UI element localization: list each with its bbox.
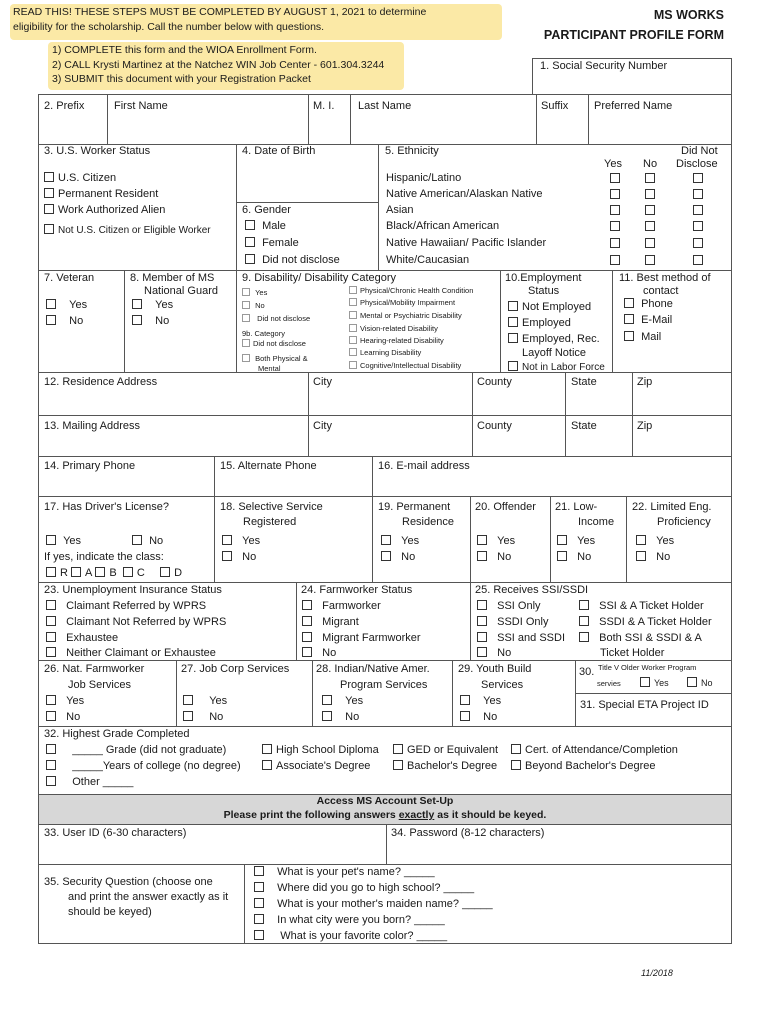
checkbox[interactable] bbox=[349, 336, 357, 344]
checkbox[interactable] bbox=[222, 535, 232, 545]
ssn-input[interactable] bbox=[540, 74, 726, 92]
yb-yes[interactable]: Yes bbox=[460, 695, 501, 707]
drivers-license-label: 17. Has Driver's License? bbox=[44, 501, 169, 513]
beyond-bachelors[interactable]: Beyond Bachelor's Degree bbox=[511, 760, 656, 772]
ssi-opt[interactable]: SSI and SSDI bbox=[477, 632, 565, 644]
checkbox[interactable] bbox=[254, 930, 264, 940]
ssi-opt2[interactable]: Both SSI & SSDI & A bbox=[579, 632, 702, 644]
checkbox[interactable] bbox=[245, 254, 255, 264]
mail-city-label: City bbox=[313, 420, 332, 432]
category-mental: Mental bbox=[258, 364, 281, 373]
older-worker-num: 30. bbox=[579, 666, 595, 678]
checkbox[interactable] bbox=[477, 616, 487, 626]
dis-cat[interactable]: Physical/Mobility Impairment bbox=[349, 298, 455, 307]
checkbox[interactable] bbox=[624, 314, 634, 324]
limited-eng-label-1: 22. Limited Eng. bbox=[632, 501, 712, 513]
contact-mail[interactable]: Mail bbox=[624, 331, 661, 343]
ssn-label: 1. Social Security Number bbox=[540, 60, 668, 72]
form-revision-date: 11/2018 bbox=[641, 968, 673, 978]
checkbox[interactable] bbox=[508, 361, 518, 371]
guard-yes[interactable]: Yes bbox=[132, 299, 173, 311]
jc-yes[interactable]: Yes bbox=[183, 695, 227, 707]
license-yes[interactable]: Yes bbox=[46, 535, 81, 547]
guard-no[interactable]: No bbox=[132, 315, 169, 327]
disability-yes[interactable]: Yes bbox=[242, 288, 267, 297]
checkbox[interactable] bbox=[44, 224, 54, 234]
employment-label-1: 10.Employment bbox=[505, 272, 582, 284]
last-name-label: Last Name bbox=[358, 100, 412, 112]
checkbox[interactable] bbox=[381, 535, 391, 545]
checkbox[interactable] bbox=[44, 204, 54, 214]
worker-status-label: 3. U.S. Worker Status bbox=[44, 145, 151, 157]
checkbox[interactable] bbox=[579, 632, 589, 642]
checkbox[interactable] bbox=[242, 354, 250, 362]
gender-female[interactable]: Female bbox=[245, 237, 299, 249]
checkbox[interactable] bbox=[477, 535, 487, 545]
dis-cat[interactable]: Physical/Chronic Health Condition bbox=[349, 286, 473, 295]
dis-cat[interactable]: Mental or Psychiatric Disability bbox=[349, 311, 462, 320]
ethnicity-dnd-header-2: Disclose bbox=[676, 158, 718, 170]
ethnicity-checkbox[interactable] bbox=[645, 255, 655, 265]
checkbox[interactable] bbox=[46, 711, 56, 721]
contact-phone[interactable]: Phone bbox=[624, 298, 673, 310]
ethnicity-checkbox[interactable] bbox=[645, 173, 655, 183]
ethnicity-row: White/Caucasian bbox=[386, 254, 470, 266]
primary-phone-label: 14. Primary Phone bbox=[44, 460, 136, 472]
checkbox[interactable] bbox=[132, 315, 142, 325]
ethnicity-checkbox[interactable] bbox=[693, 205, 703, 215]
not-in-labor-force[interactable]: Not in Labor Force bbox=[508, 361, 605, 373]
ssi-label: 25. Receives SSI/SSDI bbox=[475, 584, 589, 596]
lep-no[interactable]: No bbox=[636, 551, 670, 563]
security-question-label-3: should be keyed) bbox=[68, 906, 152, 918]
checkbox[interactable] bbox=[46, 695, 56, 705]
ssi-opt[interactable]: SSI Only bbox=[477, 600, 541, 612]
contact-method-label-1: 11. Best method of bbox=[619, 272, 711, 284]
security-question-label-1: 35. Security Question (choose one bbox=[44, 876, 213, 888]
ina-no[interactable]: No bbox=[322, 711, 359, 723]
category-dnd[interactable]: Did not disclose bbox=[242, 339, 306, 348]
step-2: 2) CALL Krysti Martinez at the Natchez WIN Job Center - 601.304.3244 bbox=[52, 58, 385, 71]
checkbox[interactable] bbox=[160, 567, 170, 577]
mail-zip-label: Zip bbox=[637, 420, 653, 432]
checkbox[interactable] bbox=[46, 567, 56, 577]
checkbox[interactable] bbox=[132, 535, 142, 545]
fw-opt[interactable]: Migrant Farmworker bbox=[302, 632, 421, 644]
yb-no[interactable]: No bbox=[460, 711, 497, 723]
mail-county-label: County bbox=[477, 420, 512, 432]
ethnicity-checkbox[interactable] bbox=[693, 189, 703, 199]
dob-label: 4. Date of Birth bbox=[242, 145, 316, 157]
permanent-resident-option[interactable]: Permanent Resident bbox=[44, 188, 158, 200]
checkbox[interactable] bbox=[302, 647, 312, 657]
checkbox[interactable] bbox=[46, 600, 56, 610]
checkbox[interactable] bbox=[44, 172, 54, 182]
security-question-option[interactable]: What is your mother's maiden name? _____ bbox=[254, 898, 493, 910]
employed-rec[interactable]: Employed, Rec. bbox=[508, 333, 600, 345]
user-id-label: 33. User ID (6-30 characters) bbox=[44, 827, 187, 839]
checkbox[interactable] bbox=[222, 551, 232, 561]
checkbox[interactable] bbox=[46, 760, 56, 770]
pr-no[interactable]: No bbox=[381, 551, 415, 563]
older-worker-label: Title V Older Worker Program bbox=[598, 663, 697, 672]
checkbox[interactable] bbox=[511, 760, 521, 770]
ui-opt[interactable]: Claimant Not Referred by WPRS bbox=[46, 616, 226, 628]
checkbox[interactable] bbox=[46, 535, 56, 545]
checkbox[interactable] bbox=[132, 299, 142, 309]
checkbox[interactable] bbox=[242, 339, 250, 347]
res-city-label: City bbox=[313, 376, 332, 388]
step-3: 3) SUBMIT this document with your Registration Packet bbox=[52, 73, 311, 85]
checkbox[interactable] bbox=[46, 616, 56, 626]
checkbox[interactable] bbox=[262, 744, 272, 754]
ethnicity-dnd-header-1: Did Not bbox=[681, 145, 718, 157]
ethnicity-checkbox[interactable] bbox=[610, 255, 620, 265]
checkbox[interactable] bbox=[322, 695, 332, 705]
access-subtitle: Please print the following answers exactly as it should be keyed. bbox=[223, 809, 547, 821]
steps-notice bbox=[48, 42, 404, 90]
contact-email[interactable]: E-Mail bbox=[624, 314, 672, 326]
ethnicity-yes-header: Yes bbox=[604, 158, 622, 170]
disability-dnd[interactable]: Did not disclose bbox=[242, 314, 310, 323]
mailing-address-label: 13. Mailing Address bbox=[44, 420, 140, 432]
checkbox[interactable] bbox=[245, 237, 255, 247]
low-income-no[interactable]: No bbox=[557, 551, 591, 563]
checkbox[interactable] bbox=[460, 711, 470, 721]
jc-no[interactable]: No bbox=[183, 711, 223, 723]
youth-build-label-2: Services bbox=[481, 679, 524, 691]
employed[interactable]: Employed bbox=[508, 317, 571, 329]
checkbox[interactable] bbox=[624, 331, 634, 341]
license-no[interactable]: No bbox=[132, 535, 163, 547]
checkbox[interactable] bbox=[302, 632, 312, 642]
associates[interactable]: Associate's Degree bbox=[262, 760, 370, 772]
res-county-label: County bbox=[477, 376, 512, 388]
security-question-option[interactable]: In what city were you born? _____ bbox=[254, 914, 445, 926]
ethnicity-checkbox[interactable] bbox=[693, 221, 703, 231]
ss-yes[interactable]: Yes bbox=[222, 535, 260, 547]
work-authorized-option[interactable]: Work Authorized Alien bbox=[44, 204, 165, 216]
checkbox[interactable] bbox=[46, 744, 56, 754]
checkbox[interactable] bbox=[508, 301, 518, 311]
mi-label: M. I. bbox=[313, 100, 335, 112]
low-income-yes[interactable]: Yes bbox=[557, 535, 595, 547]
checkbox[interactable] bbox=[46, 315, 56, 325]
nat-farmworker-label-2: Job Services bbox=[68, 679, 131, 691]
checkbox[interactable] bbox=[183, 711, 193, 721]
farmworker-status-label: 24. Farmworker Status bbox=[301, 584, 413, 596]
gender-male[interactable]: Male bbox=[245, 220, 286, 232]
nfj-yes[interactable]: Yes bbox=[46, 695, 84, 707]
perm-residence-label-2: Residence bbox=[402, 516, 454, 528]
grade-opt[interactable]: Other _____ bbox=[46, 776, 133, 788]
ssi-opt2[interactable]: SSDI & A Ticket Holder bbox=[579, 616, 712, 628]
ethnicity-row: Asian bbox=[386, 204, 414, 216]
ethnicity-no-header: No bbox=[643, 158, 658, 170]
deadline-notice bbox=[10, 4, 502, 40]
fw-opt[interactable]: No bbox=[302, 647, 336, 659]
checkbox[interactable] bbox=[687, 677, 697, 687]
checkbox[interactable] bbox=[349, 298, 357, 306]
indian-native-label-1: 28. Indian/Native Amer. bbox=[316, 663, 430, 675]
veteran-no[interactable]: No bbox=[46, 315, 83, 327]
pr-yes[interactable]: Yes bbox=[381, 535, 419, 547]
ethnicity-row: Hispanic/Latino bbox=[386, 172, 462, 184]
hs-diploma[interactable]: High School Diploma bbox=[262, 744, 379, 756]
selective-service-label-1: 18. Selective Service bbox=[220, 501, 323, 513]
suffix-label: Suffix bbox=[541, 100, 569, 112]
ow-yes[interactable]: Yes bbox=[640, 677, 669, 688]
ui-opt[interactable]: Exhaustee bbox=[46, 632, 118, 644]
checkbox[interactable] bbox=[44, 188, 54, 198]
checkbox[interactable] bbox=[254, 914, 264, 924]
ow-no[interactable]: No bbox=[687, 677, 713, 688]
offender-no[interactable]: No bbox=[477, 551, 511, 563]
limited-eng-label-2: Proficiency bbox=[657, 516, 711, 528]
fw-opt[interactable]: Migrant bbox=[302, 616, 359, 628]
ui-status-label: 23. Unemployment Insurance Status bbox=[44, 584, 222, 596]
checkbox[interactable] bbox=[477, 600, 487, 610]
dis-cat[interactable]: Cognitive/Intellectual Disability bbox=[349, 361, 461, 370]
checkbox[interactable] bbox=[579, 600, 589, 610]
ethnicity-checkbox[interactable] bbox=[645, 189, 655, 199]
preferred-name-label: Preferred Name bbox=[594, 100, 673, 112]
mail-state-label: State bbox=[571, 420, 597, 432]
checkbox[interactable] bbox=[46, 299, 56, 309]
disability-no[interactable]: No bbox=[242, 301, 265, 310]
ged[interactable]: GED or Equivalent bbox=[393, 744, 498, 756]
ethnicity-row: Native American/Alaskan Native bbox=[386, 188, 543, 200]
checkbox[interactable] bbox=[322, 711, 332, 721]
ticket-holder-text: Ticket Holder bbox=[600, 647, 665, 659]
not-employed[interactable]: Not Employed bbox=[508, 301, 591, 313]
highest-grade-label: 32. Highest Grade Completed bbox=[44, 728, 190, 740]
ethnicity-checkbox[interactable] bbox=[645, 238, 655, 248]
older-worker-servies: servies bbox=[597, 679, 621, 688]
checkbox[interactable] bbox=[393, 744, 403, 754]
ethnicity-label: 5. Ethnicity bbox=[385, 145, 439, 157]
password-label: 34. Password (8-12 characters) bbox=[391, 827, 545, 839]
checkbox[interactable] bbox=[477, 647, 487, 657]
checkbox[interactable] bbox=[349, 348, 357, 356]
veteran-yes[interactable]: Yes bbox=[46, 299, 87, 311]
offender-yes[interactable]: Yes bbox=[477, 535, 515, 547]
fw-opt[interactable]: Farmworker bbox=[302, 600, 381, 612]
checkbox[interactable] bbox=[123, 567, 133, 577]
ssi-opt2[interactable]: SSI & A Ticket Holder bbox=[579, 600, 704, 612]
checkbox[interactable] bbox=[46, 776, 56, 786]
checkbox[interactable] bbox=[71, 567, 81, 577]
license-class-label: If yes, indicate the class: bbox=[44, 551, 164, 563]
checkbox[interactable] bbox=[511, 744, 521, 754]
us-citizen-option[interactable]: U.S. Citizen bbox=[44, 172, 116, 184]
ssi-opt[interactable]: SSDI Only bbox=[477, 616, 548, 628]
low-income-label-1: 21. Low- bbox=[555, 501, 598, 513]
ina-yes[interactable]: Yes bbox=[322, 695, 363, 707]
selective-service-label-2: Registered bbox=[243, 516, 297, 528]
first-name-label: First Name bbox=[114, 100, 168, 112]
security-question-option[interactable]: Where did you go to high school? _____ bbox=[254, 882, 474, 894]
checkbox[interactable] bbox=[508, 317, 518, 327]
layoff-notice: Layoff Notice bbox=[522, 347, 587, 359]
checkbox[interactable] bbox=[557, 551, 567, 561]
checkbox[interactable] bbox=[242, 288, 250, 296]
checkbox[interactable] bbox=[477, 632, 487, 642]
indian-native-label-2: Program Services bbox=[340, 679, 428, 691]
ethnicity-checkbox[interactable] bbox=[610, 221, 620, 231]
security-question-option[interactable]: What is your pet's name? _____ bbox=[254, 866, 435, 878]
special-eta-label: 31. Special ETA Project ID bbox=[580, 699, 709, 711]
job-corp-label: 27. Job Corp Services bbox=[181, 663, 290, 675]
checkbox[interactable] bbox=[381, 551, 391, 561]
security-question-option[interactable]: What is your favorite color? _____ bbox=[254, 930, 447, 942]
veteran-label: 7. Veteran bbox=[44, 272, 95, 284]
ui-opt[interactable]: Claimant Referred by WPRS bbox=[46, 600, 206, 612]
bachelors[interactable]: Bachelor's Degree bbox=[393, 760, 497, 772]
ui-opt[interactable]: Neither Claimant or Exhaustee bbox=[46, 647, 216, 659]
checkbox[interactable] bbox=[557, 535, 567, 545]
checkbox[interactable] bbox=[349, 311, 357, 319]
disability-label: 9. Disability/ Disability Category bbox=[242, 272, 397, 284]
checkbox[interactable] bbox=[46, 647, 56, 657]
not-citizen-option[interactable]: Not U.S. Citizen or Eligible Worker bbox=[44, 224, 211, 236]
nfj-no[interactable]: No bbox=[46, 711, 80, 723]
checkbox[interactable] bbox=[624, 298, 634, 308]
dis-cat[interactable]: Learning Disability bbox=[349, 348, 421, 357]
low-income-label-2: Income bbox=[578, 516, 615, 528]
ethnicity-checkbox[interactable] bbox=[693, 238, 703, 248]
checkbox[interactable] bbox=[302, 600, 312, 610]
national-guard-label-1: 8. Member of MS bbox=[130, 272, 215, 284]
offender-label: 20. Offender bbox=[475, 501, 536, 513]
national-guard-label-2: National Guard bbox=[144, 285, 218, 297]
ethnicity-row: Native Hawaiian/ Pacific Islander bbox=[386, 237, 547, 249]
contact-method-label-2: contact bbox=[643, 285, 679, 297]
ethnicity-checkbox[interactable] bbox=[693, 173, 703, 183]
res-state-label: State bbox=[571, 376, 597, 388]
user-id-input[interactable] bbox=[44, 842, 380, 862]
step-1: 1) COMPLETE this form and the WIOA Enrollment Form. bbox=[52, 44, 317, 56]
ss-no[interactable]: No bbox=[222, 551, 256, 563]
checkbox[interactable] bbox=[636, 535, 646, 545]
ethnicity-checkbox[interactable] bbox=[610, 189, 620, 199]
checkbox[interactable] bbox=[349, 286, 357, 294]
ethnicity-checkbox[interactable] bbox=[610, 205, 620, 215]
license-classes[interactable]: R A B C D bbox=[46, 567, 182, 579]
email-label: 16. E-mail address bbox=[378, 460, 470, 472]
employment-label-2: Status bbox=[528, 285, 560, 297]
nat-farmworker-label-1: 26. Nat. Farmworker bbox=[44, 663, 145, 675]
res-zip-label: Zip bbox=[637, 376, 653, 388]
password-input[interactable] bbox=[391, 842, 727, 862]
checkbox[interactable] bbox=[302, 616, 312, 626]
checkbox[interactable] bbox=[262, 760, 272, 770]
youth-build-label-1: 29. Youth Build bbox=[458, 663, 532, 675]
checkbox[interactable] bbox=[636, 551, 646, 561]
access-title: Access MS Account Set-Up bbox=[316, 795, 454, 807]
checkbox[interactable] bbox=[46, 632, 56, 642]
checkbox[interactable] bbox=[460, 695, 470, 705]
form-title-line2: PARTICIPANT PROFILE FORM bbox=[543, 28, 724, 42]
security-question-label-2: and print the answer exactly as it bbox=[68, 891, 229, 903]
grade-opt[interactable]: _____Years of college (no degree) bbox=[46, 760, 241, 772]
ethnicity-checkbox[interactable] bbox=[645, 205, 655, 215]
notice-line-1: READ THIS! THESE STEPS MUST BE COMPLETED BY AUGUST 1, 2021 to determine bbox=[13, 6, 427, 18]
checkbox[interactable] bbox=[183, 695, 193, 705]
gender-label: 6. Gender bbox=[242, 204, 291, 216]
ssi-opt[interactable]: No bbox=[477, 647, 511, 659]
checkbox[interactable] bbox=[95, 567, 105, 577]
ethnicity-checkbox[interactable] bbox=[693, 255, 703, 265]
category-both[interactable]: Both Physical & bbox=[242, 354, 308, 363]
checkbox[interactable] bbox=[254, 898, 264, 908]
residence-address-label: 12. Residence Address bbox=[44, 376, 158, 388]
checkbox[interactable] bbox=[393, 760, 403, 770]
category-label: 9b. Category bbox=[242, 329, 285, 338]
checkbox[interactable] bbox=[508, 333, 518, 343]
lep-yes[interactable]: Yes bbox=[636, 535, 674, 547]
perm-residence-label-1: 19. Permanent bbox=[378, 501, 451, 513]
checkbox[interactable] bbox=[242, 301, 250, 309]
checkbox[interactable] bbox=[349, 324, 357, 332]
ethnicity-row: Black/African American bbox=[386, 220, 500, 232]
cert-attendance[interactable]: Cert. of Attendance/Completion bbox=[511, 744, 678, 756]
grade-opt[interactable]: _____ Grade (did not graduate) bbox=[46, 744, 226, 756]
ethnicity-checkbox[interactable] bbox=[610, 173, 620, 183]
checkbox[interactable] bbox=[640, 677, 650, 687]
alternate-phone-label: 15. Alternate Phone bbox=[220, 460, 317, 472]
notice-line-2: eligibility for the scholarship. Call the number below with questions. bbox=[13, 21, 325, 33]
dis-cat[interactable]: Hearing-related Disability bbox=[349, 336, 444, 345]
prefix-label: 2. Prefix bbox=[44, 100, 85, 112]
checkbox[interactable] bbox=[477, 551, 487, 561]
checkbox[interactable] bbox=[254, 866, 264, 876]
checkbox[interactable] bbox=[579, 616, 589, 626]
checkbox[interactable] bbox=[254, 882, 264, 892]
checkbox[interactable] bbox=[349, 361, 357, 369]
checkbox[interactable] bbox=[245, 220, 255, 230]
form-title-line1: MS WORKS bbox=[653, 8, 724, 22]
ethnicity-checkbox[interactable] bbox=[645, 221, 655, 231]
dis-cat[interactable]: Vision-related Disability bbox=[349, 324, 438, 333]
gender-dnd[interactable]: Did not disclose bbox=[245, 254, 340, 266]
ethnicity-checkbox[interactable] bbox=[610, 238, 620, 248]
checkbox[interactable] bbox=[242, 314, 250, 322]
